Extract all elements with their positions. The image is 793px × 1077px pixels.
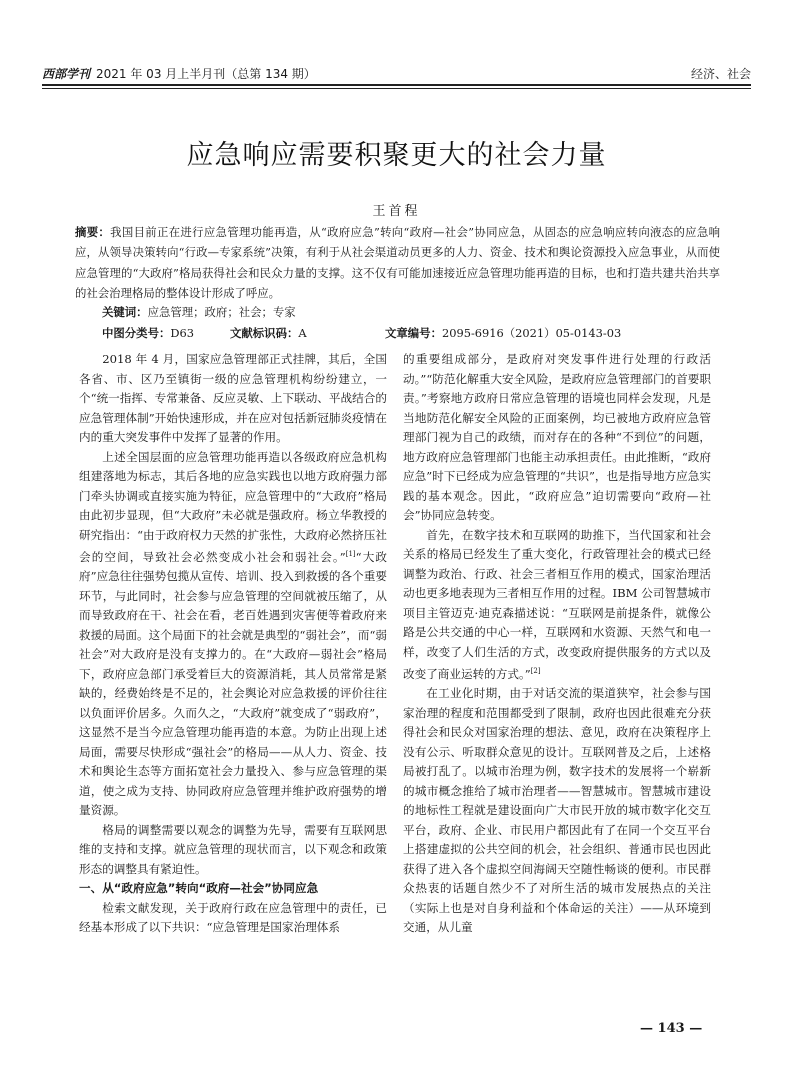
article-title: 应急响应需要积聚更大的社会力量 bbox=[186, 140, 607, 171]
doc-code-label: 文献标识码： bbox=[230, 326, 299, 340]
abstract-text: 我国目前正在进行应急管理功能再造，从“政府应急”转向“政府—社会”协同应急，从固态的应急响应转向液态的应急响应，从领导决策转向“行政—专家系统”决策，有利于从社会渠道动员更多的人力、资金、技术和舆论资源投入应急事业，从而使应急管理的“大政府”格局获得社会和民众力量的支撑。这不仅有可能加速接近应急管理功能再造的目标，也和打造共建共治共享的社会治理格局的整体设计形成了呼应。 bbox=[75, 225, 720, 300]
journal-name: 西部学刊 bbox=[42, 67, 91, 81]
running-header bbox=[42, 60, 751, 82]
page-number: — 143 — bbox=[640, 1021, 703, 1036]
article-author: 王首程 bbox=[372, 204, 421, 219]
header-left bbox=[42, 65, 316, 82]
paragraph bbox=[79, 448, 387, 821]
abstract bbox=[75, 222, 720, 303]
keywords-label: 关键词： bbox=[102, 305, 148, 319]
abstract-label: 摘要： bbox=[75, 225, 111, 239]
issue-info: 2021 年 03 月上半月刊（总第 134 期） bbox=[96, 67, 316, 81]
paragraph: 的重要组成部分，是政府对突发事件进行处理的行政活动。”“防范化解重大安全风险，是政府应急管理部门的首要职责。”考察地方政府日常应急管理的语境也同样会发现，凡是当地防范化解安全风险的正面案例，均已被地方政府应急管理部门视为自己的政绩，而对存在的各种“不到位”的问题，地方政府应急管理部门也能主动承担责任。由此推断，“政府应急”时下已经成为应急管理的“共识”，也是指导地方应急实践的基本观念。因此，“政府应急”迫切需要向“政府—社会”协同应急转变。 bbox=[403, 352, 711, 522]
paragraph: 2018 年 4 月，国家应急管理部正式挂牌，其后，全国各省、市、区乃至镇街一级的应急管理机构纷纷建立，一个“统一指挥、专常兼备、反应灵敏、上下联动、平战结合的应急管理体制”开始快速形成，并在应对包括新冠肺炎疫情在内的重大突发事件中发挥了显著的作用。 bbox=[79, 352, 387, 444]
citation-ref: [2] bbox=[530, 667, 541, 675]
keywords bbox=[102, 304, 296, 320]
paragraph-text: 上述全国层面的应急管理功能再造以各级政府应急机构组建落地为标志，其后各地的应急实践也以地方政府强力部门牵头协调或直接实施为特征，应急管理中的“大政府”格局由此初步显现，但“大政府”未必就是强政府。杨立华教授的研究指出：“由于政府权力天然的扩张性，大政府必然挤压社会的空间，导致社会必然变成小社会和弱社会。” bbox=[79, 449, 387, 564]
paragraph: 在工业化时期，由于对话交流的渠道狭窄，社会参与国家治理的程度和范围都受到了限制，政府也因此很难充分获得社会和民众对国家治理的想法、意见，政府在决策程序上没有公示、听取群众意见的设计。互联网普及之后，上述格局被打乱了。以城市治理为例，数字技术的发展将一个崭新的城市概念推给了城市治理者——智慧城市。智慧城市建设的地标性工程就是建设面向广大市民开放的城市数字化交互平台，政府、企业、市民用户都因此有了在同一个交互平台上搭建虚拟的公共空间的机会，社会组织、普通市民也因此获得了进入各个虚拟空间海阔天空随性畅谈的便利。市民群众热衷的话题自然少不了对所生活的城市发展热点的关注（实际上也是对自身利益和个体命运的关注）——从环境到交通，从儿童 bbox=[403, 686, 711, 935]
paragraph-text: “大政府”应急往往强势包揽从宣传、培训、投入到救援的各个重要环节，与此同时，社会参与应急管理的空间就被压缩了，从而导致政府在干、社会在看，老百姓遇到灾害便等着政府来救援的局面。这个局面下的社会就是典型的“弱社会”，而“弱社会”对大政府是没有支撑力的。在“大政府—弱社会”格局下，政府应急部门承受着巨大的资源消耗，其人员常常是紧缺的，经费始终是不足的，社会舆论对应急救援的评价往往以负面评价居多。久而久之，“大政府”就变成了“弱政府”，这显然不是当今应急管理功能再造的本意。为防止出现上述局面，需要尽快形成“强社会”的格局——从人力、资金、技术和舆论生态等方面拓宽社会力量投入、参与应急管理的渠道，使之成为支持、协同政府应急管理并维护政府强势的增量资源。 bbox=[79, 549, 387, 818]
keywords-text: 应急管理；政府；社会；专家 bbox=[147, 305, 296, 319]
clc-number bbox=[102, 325, 230, 341]
left-column bbox=[79, 350, 387, 938]
doc-code-value: A bbox=[298, 326, 307, 340]
section-name: 经济、社会 bbox=[690, 67, 751, 81]
doc-code bbox=[230, 325, 385, 341]
paragraph: 格局的调整需要以观念的调整为先导，需要有互联网思维的支持和支撑。就应急管理的现状而言，以下观念和政策形态的调整具有紧迫性。 bbox=[79, 822, 387, 876]
paragraph: 检索文献发现，关于政府行政在应急管理中的责任，已经基本形成了以下共识：“应急管理是国家治理体系 bbox=[79, 900, 387, 935]
article-number bbox=[385, 325, 621, 341]
clc-value: D63 bbox=[170, 326, 194, 340]
section-heading: 一、从“政府应急”转向“政府—社会”协同应急 bbox=[79, 881, 319, 896]
citation-ref: [1] bbox=[345, 550, 356, 558]
header-rule bbox=[42, 84, 751, 86]
article-number-value: 2095-6916（2021）05-0143-03 bbox=[441, 326, 622, 340]
paragraph bbox=[403, 526, 711, 685]
paragraph-text: 首先，在数字技术和互联网的助推下，当代国家和社会关系的格局已经发生了重大变化，行政管理社会的模式已经调整为政治、行政、社会三者相互作用的模式，国家治理活动也更多地表现为三者相互作用的过程。IBM 公司智慧城市项目主管迈克·迪克森描述说：“互联网是前提条件，就像公路是公共交通的中心一样，互联网和水资源、天然气和电一样，改变了人们生活的方式，改变政府提供服务的方式以及改变了商业运转的方式。” bbox=[403, 527, 711, 681]
article-number-label: 文章编号： bbox=[385, 326, 442, 340]
clc-label: 中图分类号： bbox=[102, 326, 171, 340]
article-meta bbox=[102, 325, 621, 341]
header-rule-thin bbox=[42, 88, 751, 89]
right-column bbox=[403, 350, 711, 938]
